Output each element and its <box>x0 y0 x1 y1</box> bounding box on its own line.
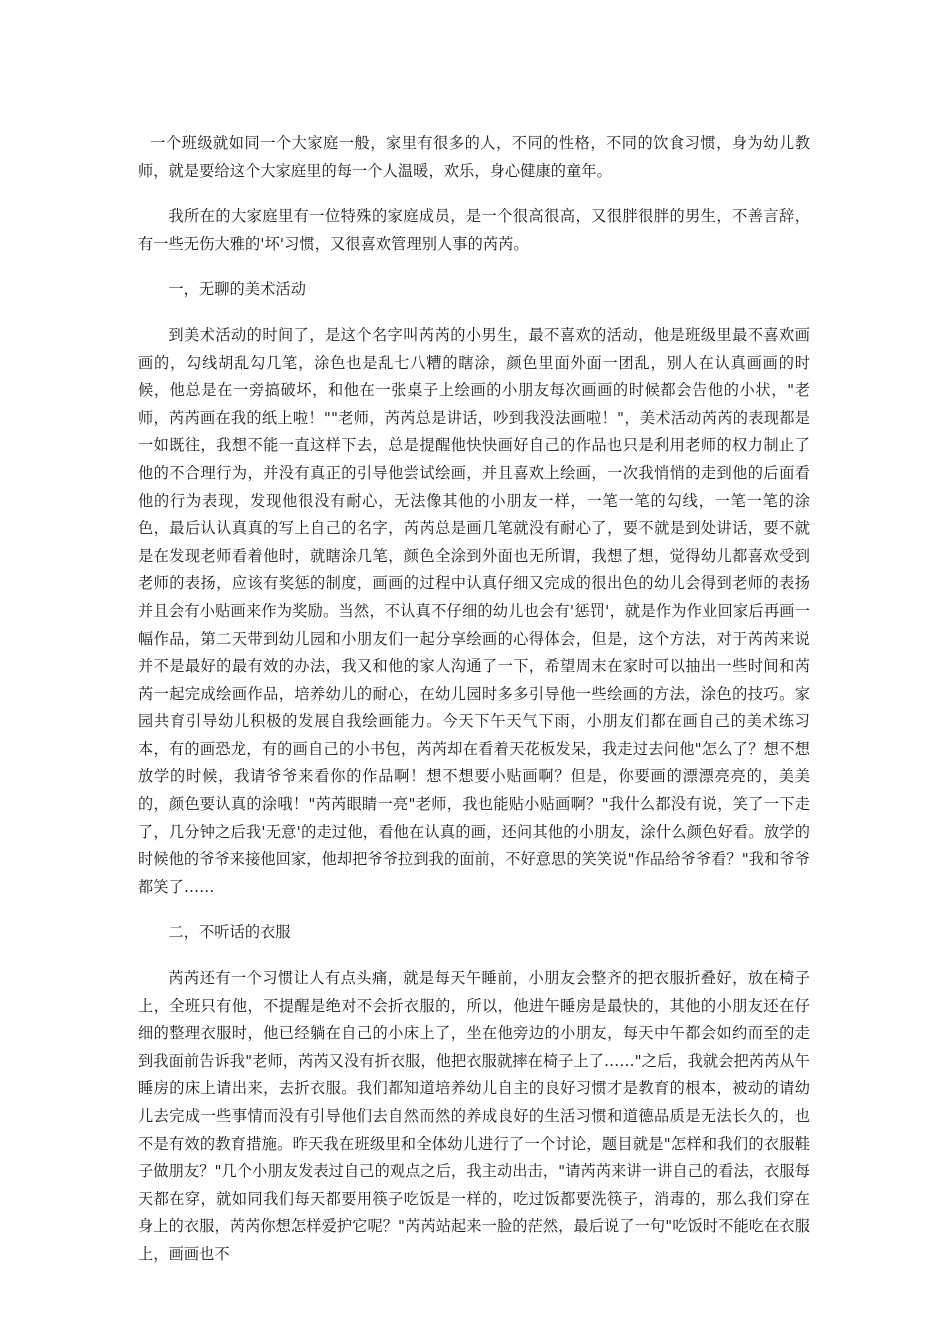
paragraph-gap <box>138 947 810 965</box>
paragraph-gap <box>138 304 810 322</box>
document-body <box>138 130 810 1269</box>
paragraph-gap <box>138 185 810 203</box>
paragraph-intro: 一个班级就如同一个大家庭一般，家里有很多的人，不同的性格，不同的饮食习惯，身为幼儿教师，就是要给这个大家庭里的每一个人温暖，欢乐，身心健康的童年。 <box>138 134 810 180</box>
paragraph-gap <box>138 901 810 919</box>
paragraph-art-activity: 到美术活动的时间了，是这个名字叫芮芮的小男生，最不喜欢的活动，他是班级里最不喜欢画画的，勾线胡乱勾几笔，涂色也是乱七八糟的瞎涂，颜色里面外面一团乱，别人在认真画画的时候，他总是在一旁搞破坏，和他在一张桌子上绘画的小朋友每次画画的时候都会告他的小状，"老师，芮芮画在我的纸上啦！""老师，芮芮总是讲话，吵到我没法画啦！"，美术活动芮芮的表现都是一如既往，我想不能一直这样下去，总是提醒他快快画好自己的作品也只是利用老师的权力制止了他的不合理行为，并没有真正的引导他尝试绘画，并且喜欢上绘画，一次我悄悄的走到他的后面看他的行为表现，发现他很没有耐心，无法像其他的小朋友一样，一笔一笔的勾线，一笔一笔的涂色，最后认认真真的写上自己的名字，芮芮总是画几笔就没有耐心了，要不就是到处讲话，要不就是在发现老师看着他时，就瞎涂几笔，颜色全涂到外面也无所谓，我想了想，觉得幼儿都喜欢受到老师的表扬，应该有奖惩的制度，画画的过程中认真仔细又完成的很出色的幼儿会得到老师的表扬并且会有小贴画来作为奖励。当然，不认真不仔细的幼儿也会有'惩罚'，就是作为作业回家后再画一幅作品，第二天带到幼儿园和小朋友们一起分享绘画的心得体会，但是，这个方法，对于芮芮来说并不是最好的最有效的办法，我又和他的家人沟通了一下，希望周末在家时可以抽出一些时间和芮芮一起完成绘画作品，培养幼儿的耐心，在幼儿园时多多引导他一些绘画的方法，涂色的技巧。家园共育引导幼儿积极的发展自我绘画能力。今天下午天气下雨，小朋友们都在画自己的美术练习本，有的画恐龙，有的画自己的小书包，芮芮却在看着天花板发呆，我走过去问他"怎么了？想不想放学的时候，我请爷爷来看你的作品啊！想不想要小贴画啊？但是，你要画的漂漂亮亮的，美美的，颜色要认真的涂哦！"芮芮眼睛一亮"老师，我也能贴小贴画啊？"我什么都没有说，笑了一下走了，几分钟之后我'无意'的走过他，看他在认真的画，还问其他的小朋友，涂什么颜色好看。放学的时候他的爷爷来接他回家，他却把爷爷拉到我的面前，不好意思的笑笑说"作品给爷爷看？"我和爷爷都笑了…… <box>138 325 810 896</box>
paragraph-gap <box>138 258 810 276</box>
paragraph-clothes: 芮芮还有一个习惯让人有点头痛，就是每天午睡前，小朋友会整齐的把衣服折叠好，放在椅子上，全班只有他，不提醒是绝对不会折衣服的，所以，他进午睡房是最快的，其他的小朋友还在仔细的整理衣服时，他已经躺在自己的小床上了，坐在他旁边的小朋友，每天中午都会如约而至的走到我面前告诉我"老师，芮芮又没有折衣服，他把衣服就摔在椅子上了……"之后，我就会把芮芮从午睡房的床上请出来，去折衣服。我们都知道培养幼儿自主的良好习惯才是教育的根本，被动的请幼儿去完成一些事情而没有引导他们去自然而然的养成良好的生活习惯和道德品质是无法长久的，也不是有效的教育措施。昨天我在班级里和全体幼儿进行了一个讨论，题目就是"怎样和我们的衣服鞋子做朋友？"几个小朋友发表过自己的观点之后，我主动出击，"请芮芮来讲一讲自己的看法，衣服每天都在穿，就如同我们每天都要用筷子吃饭是一样的，吃过饭都要洗筷子，消毒的，那么我们穿在身上的衣服，芮芮你想怎样爱护它呢？"芮芮站起来一脸的茫然，最后说了一句"吃饭时不能吃在衣服上，画画也不 <box>138 969 810 1263</box>
section-heading-art: 一，无聊的美术活动 <box>168 280 306 299</box>
paragraph-family-member: 我所在的大家庭里有一位特殊的家庭成员，是一个很高很高，又很胖很胖的男生，不善言辞，有一些无伤大雅的'坏'习惯，又很喜欢管理别人事的芮芮。 <box>138 207 810 253</box>
section-heading-clothes: 二，不听话的衣服 <box>168 923 291 942</box>
